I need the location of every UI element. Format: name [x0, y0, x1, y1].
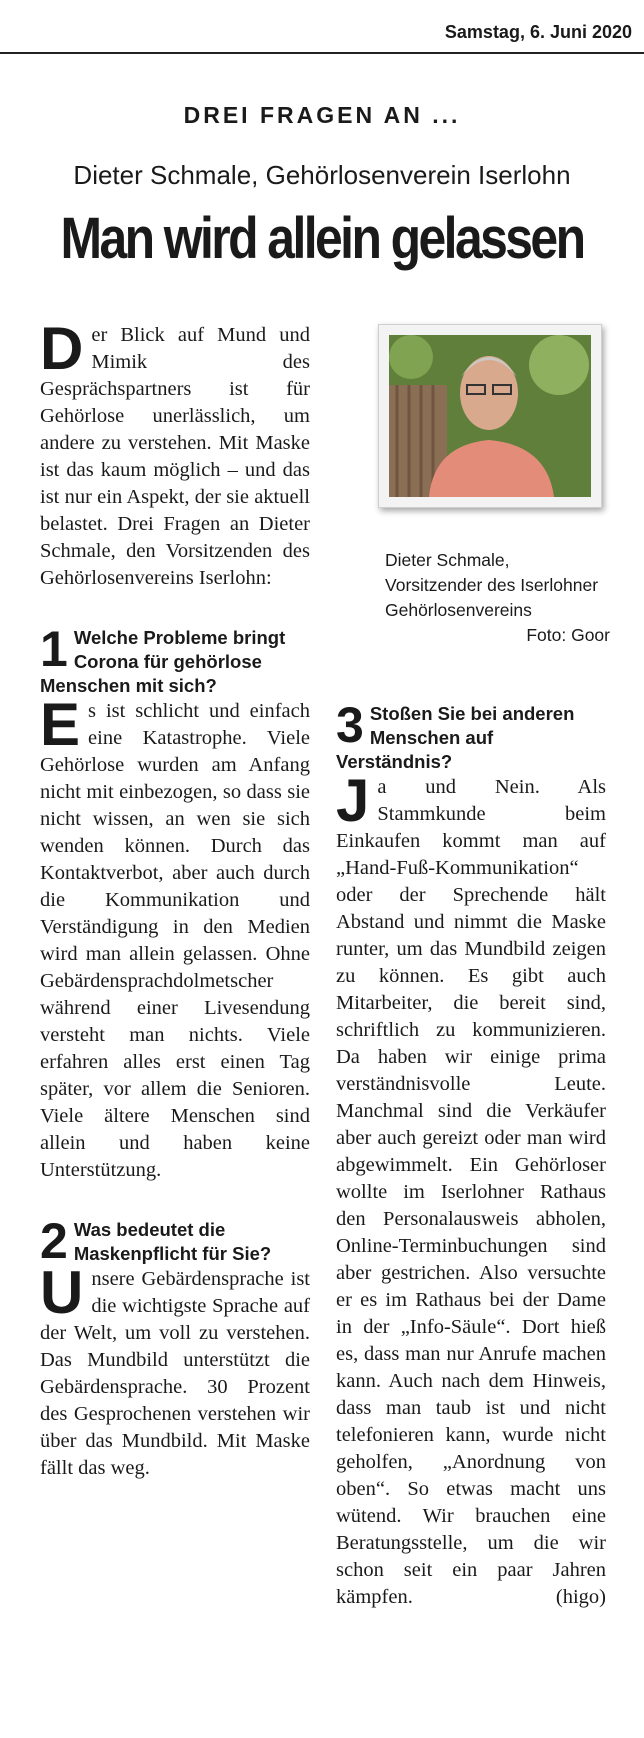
column-right — [336, 697, 606, 1611]
drop-cap: U — [40, 1259, 84, 1326]
answer-text: a und Nein. Als Stammkunde beim Einkaufen kommt man auf „Hand-Fuß-Kommunikation“ oder der Sprechende hält Abstand und nimmt die Maske runter, um das Mundbild zeigen zu können. Es gibt auch Mitarbeiter, die bereit sind, schriftlich zu kommunizieren. Da haben wir einige prima verständnisvolle Leute. Manchmal sind die Verkäufer aber auch gereizt oder man wird abgewimmelt. Ein Gehörloser wollte im Iserlohner Rathaus den Personalausweis abholen, Online-Terminbuchungen sind aber gestrichen. Also versuchte er es im Rathaus bei der Dame in der „Info-Säule“. Dort hieß es, dass man nur Anrufe machen kann. Auch nach dem Hinweis, dass man taub ist und nicht telefonieren kann, wurde nicht geholfen, „Anordnung von oben“. So etwas macht uns wütend. Wir brauchen eine Beratungsstelle, um die wir schon seit ein paar Jahren kämpfen. — [336, 776, 606, 1608]
photo-credit: Foto: Goor — [526, 625, 610, 645]
question-text: Stoßen Sie bei anderen Menschen auf Verständnis? — [336, 703, 575, 772]
portrait-photo-frame — [378, 324, 602, 508]
photo-caption — [385, 548, 610, 648]
answer-text: s ist schlicht und einfach eine Katastrophe. Viele Gehörlose wurden am Anfang nicht mit einbezogen, so dass sie nicht wissen, an wen sie sich wenden können. Durch das Kontaktverbot, aber auch durch die Kommunikation und Verständigung in den Medien wird man allein gelassen. Ohne Gebärdensprachdolmetscher während einer Livesendung versteht man nichts. Viele erfahren alles erst einen Tag später, vor allem die Senioren. Viele ältere Menschen sind allein und haben keine Unterstützung. — [40, 700, 310, 1181]
dateline: Samstag, 6. Juni 2020 — [444, 22, 632, 42]
intro-paragraph — [40, 315, 310, 592]
intro-text: er Blick auf Mund und Mimik des Gesprächspartners ist für Gehörlose unerlässlich, um andere zu verstehen. Mit Maske ist das kaum möglich – und das ist nur ein Aspekt, der sie aktuell belastet. Drei Fragen an Dieter Schmale, den Vorsitzenden des Gehörlosenvereins Iserlohn: — [40, 324, 310, 589]
author-signature: (higo) — [555, 1586, 606, 1608]
answer-1 — [40, 691, 310, 1184]
question-2 — [40, 1213, 310, 1269]
headline: Man wird allein gelassen — [60, 206, 584, 271]
question-number: 3 — [336, 697, 364, 753]
question-1 — [40, 621, 310, 698]
answer-3 — [336, 767, 606, 1611]
question-number: 1 — [40, 621, 68, 677]
drop-cap: E — [40, 691, 81, 758]
answer-2 — [40, 1259, 310, 1482]
portrait-image — [389, 335, 591, 497]
column-left — [40, 315, 310, 1482]
question-3 — [336, 697, 606, 774]
caption-text: Dieter Schmale, Vorsitzender des Iserlohner Gehörlosenvereins — [385, 550, 599, 620]
question-text: Welche Probleme bringt Corona für gehörlose Menschen mit sich? — [40, 627, 286, 696]
header-rule — [0, 52, 644, 54]
subtitle: Dieter Schmale, Gehörlosenverein Iserlohn — [73, 160, 571, 190]
kicker: DREI FRAGEN AN ... — [183, 102, 461, 128]
drop-cap: J — [336, 767, 370, 834]
question-number: 2 — [40, 1213, 68, 1269]
portrait-photo — [389, 335, 591, 497]
answer-text: nsere Gebärdensprache ist die wichtigste Sprache auf der Welt, um voll zu verstehen. Das Mundbild unterstützt die Gebärdensprache. 30 Prozent des Gesprochenen verstehen wir über das Mundbild. Mit Maske fällt das weg. — [40, 1268, 310, 1479]
question-text: Was bedeutet die Maskenpflicht für Sie? — [73, 1219, 272, 1264]
drop-cap: D — [40, 315, 84, 382]
